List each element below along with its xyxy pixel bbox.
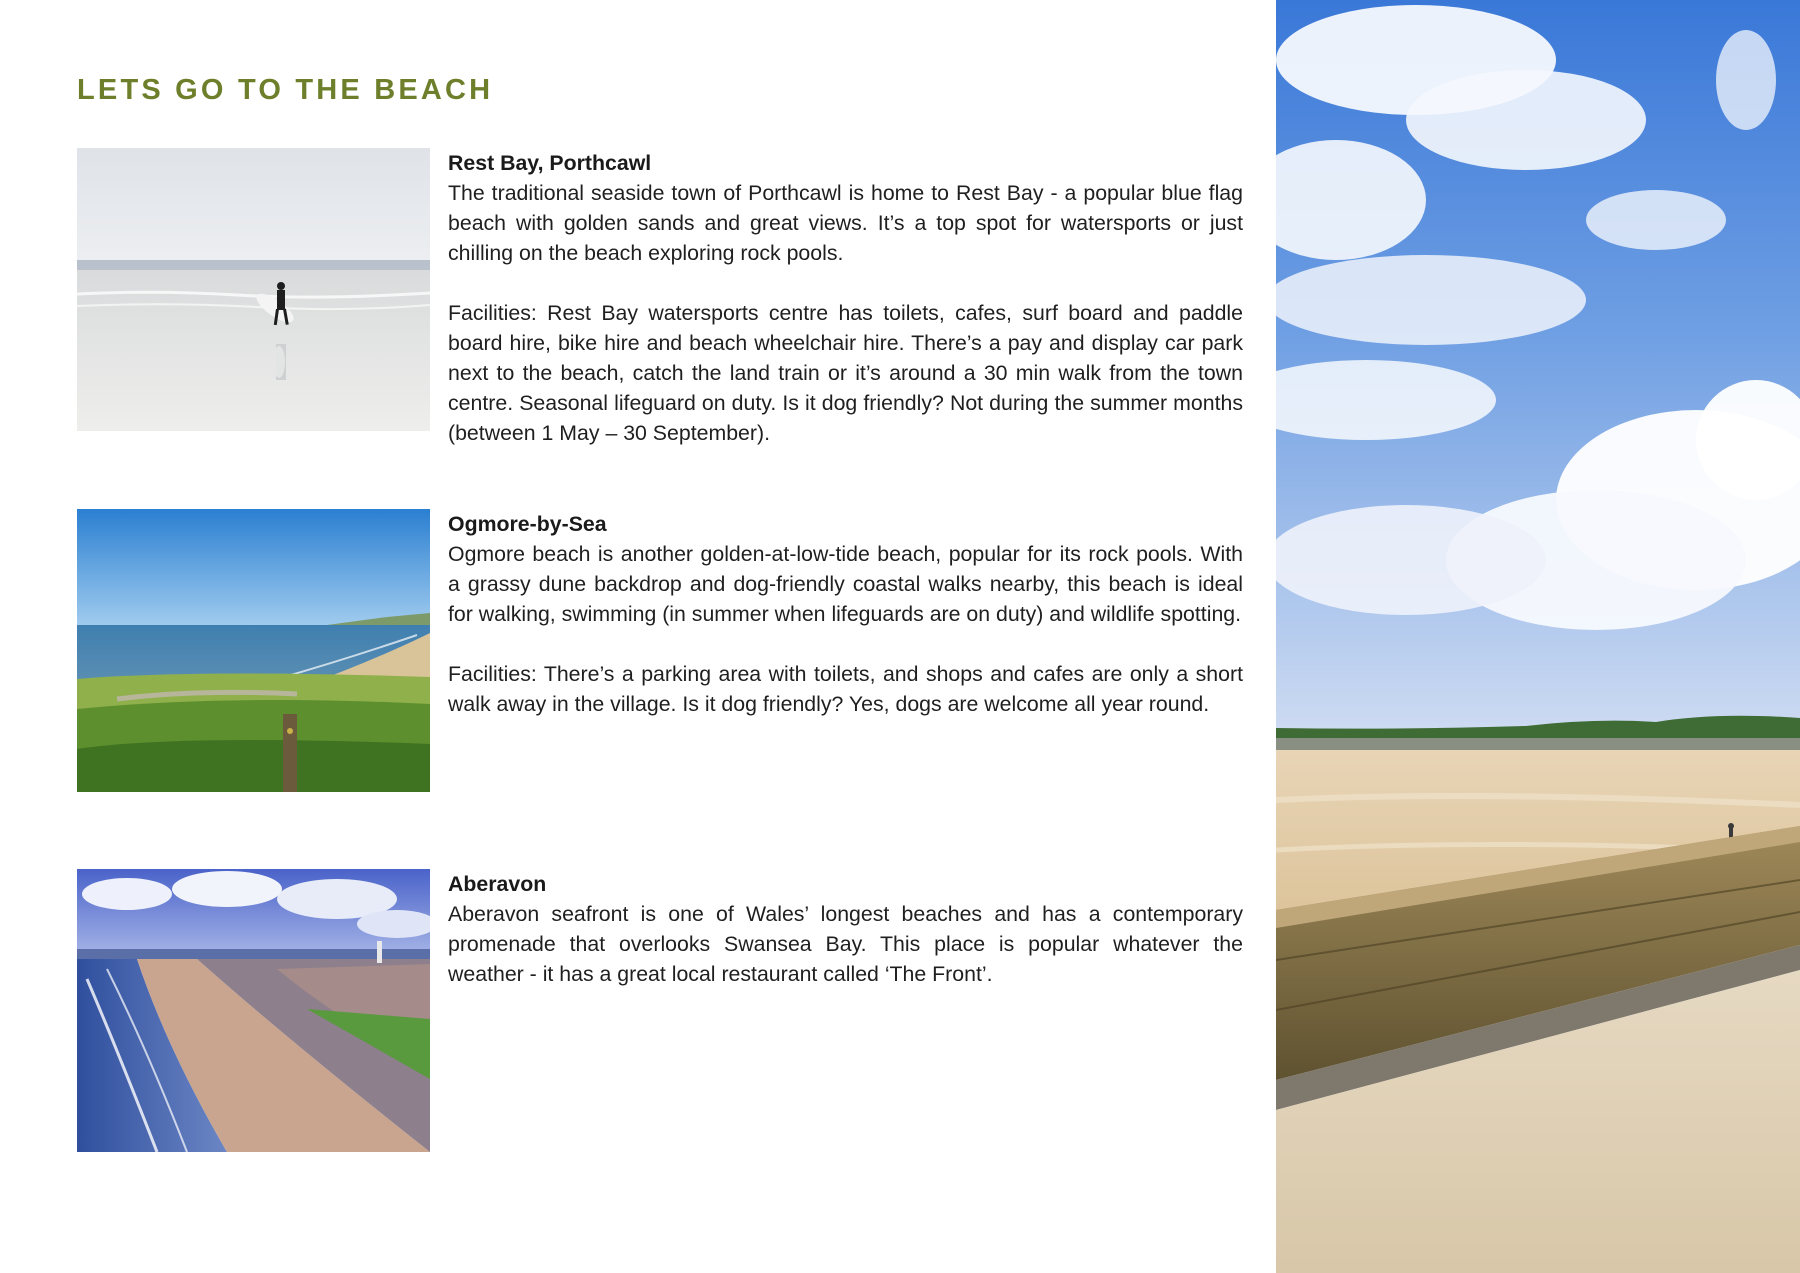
page-title: LETS GO TO THE BEACH (77, 74, 494, 106)
beach-name: Ogmore-by-Sea (448, 512, 607, 536)
aberavon-photo (77, 869, 430, 1152)
rest-bay-text (448, 148, 1243, 448)
ogmore-photo (77, 509, 430, 792)
beach-description: Ogmore beach is another golden-at-low-tide beach, popular for its rock pools. With a grassy dune backdrop and dog-friendly coastal walks nearby, this beach is ideal for walking, swimming (in summer when lifeguards are on duty) and wildlife spotting. (448, 542, 1243, 626)
beach-facilities: Facilities: There’s a parking area with toilets, and shops and cafes are only a short walk away in the village. Is it dog friendly? Yes, dogs are welcome all year round. (448, 662, 1243, 716)
beach-name: Aberavon (448, 872, 547, 896)
ogmore-text (448, 509, 1243, 719)
hero-beach-photo (1276, 0, 1800, 1273)
aberavon-text (448, 869, 1243, 989)
rest-bay-photo (77, 148, 430, 431)
beach-description: The traditional seaside town of Porthcawl is home to Rest Bay - a popular blue flag beach with golden sands and great views. It’s a top spot for watersports or just chilling on the beach exploring rock pools. (448, 181, 1243, 265)
beach-description: Aberavon seafront is one of Wales’ longest beaches and has a contemporary promenade that overlooks Swansea Bay. This place is popular whatever the weather - it has a great local restaurant called ‘The Front’. (448, 902, 1243, 986)
beach-name: Rest Bay, Porthcawl (448, 151, 652, 175)
beach-facilities: Facilities: Rest Bay watersports centre has toilets, cafes, surf board and paddle board hire, bike hire and beach wheelchair hire. There’s a pay and display car park next to the beach, catch the land train or it’s around a 30 min walk from the town centre. Seasonal lifeguard on duty. Is it dog friendly? Not during the summer months (between 1 May – 30 September). (448, 301, 1243, 445)
